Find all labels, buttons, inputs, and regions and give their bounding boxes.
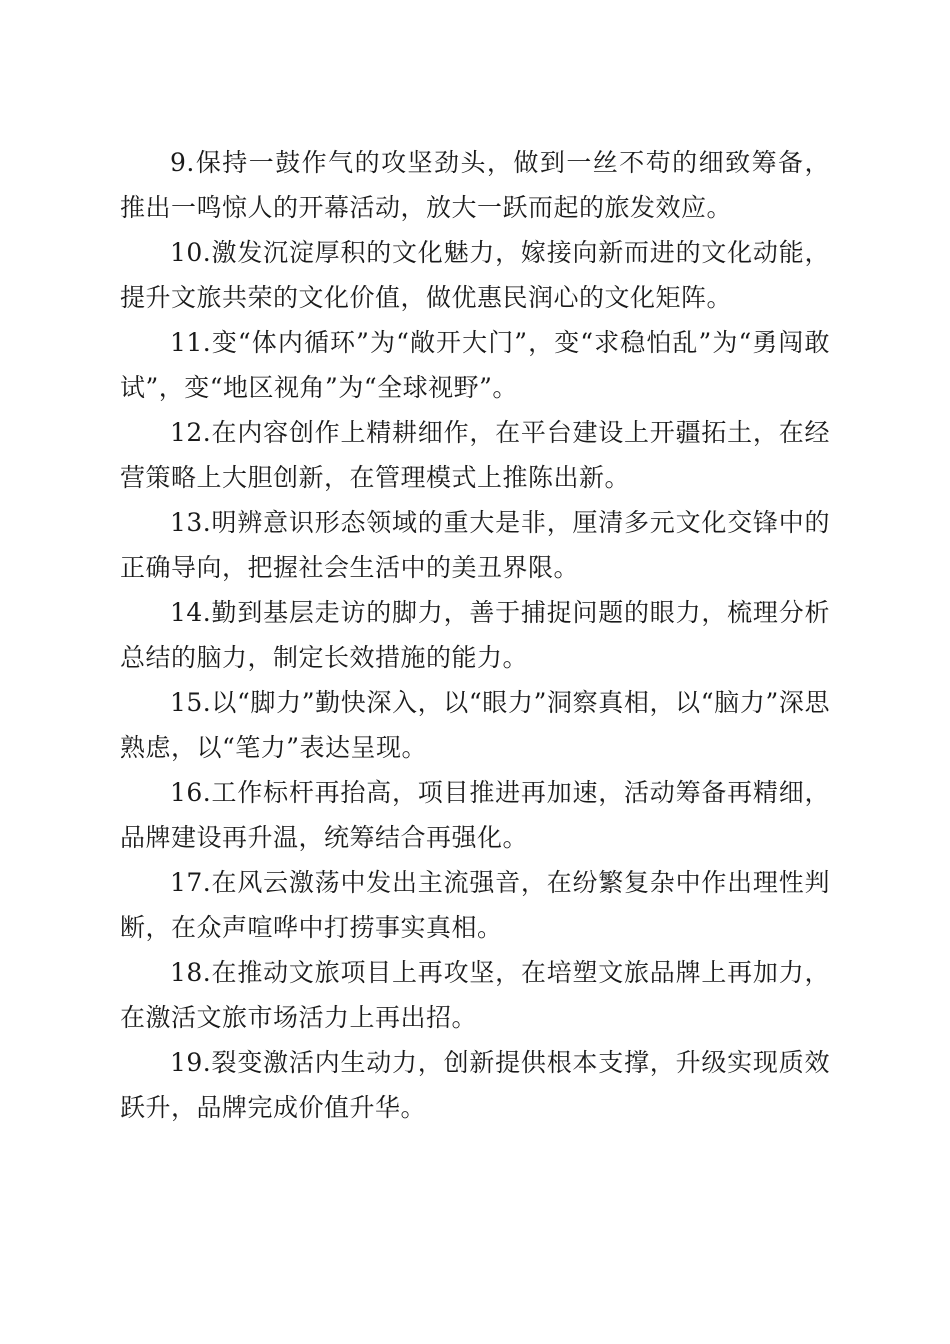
- paragraph-12: 12.在内容创作上精耕细作，在平台建设上开疆拓土，在经营策略上大胆创新，在管理模式上推陈出新。: [120, 418, 830, 492]
- paragraph-15: 15.以“脚力”勤快深入，以“眼力”洞察真相，以“脑力”深思熟虑，以“笔力”表达呈现。: [120, 688, 830, 762]
- paragraph-19: 19.裂变激活内生动力，创新提供根本支撑，升级实现质效跃升，品牌完成价值升华。: [120, 1048, 830, 1122]
- paragraph-17: 17.在风云激荡中发出主流强音，在纷繁复杂中作出理性判断，在众声喧哗中打捞事实真相。: [120, 868, 830, 942]
- paragraph-10: 10.激发沉淀厚积的文化魅力，嫁接向新而进的文化动能，提升文旅共荣的文化价值，做优惠民润心的文化矩阵。: [120, 238, 830, 312]
- paragraph-9: 9.保持一鼓作气的攻坚劲头，做到一丝不苟的细致筹备，推出一鸣惊人的开幕活动，放大一跃而起的旅发效应。: [120, 148, 830, 222]
- paragraph-11: 11.变“体内循环”为“敞开大门”，变“求稳怕乱”为“勇闯敢试”，变“地区视角”为“全球视野”。: [120, 328, 830, 402]
- paragraph-13: 13.明辨意识形态领域的重大是非，厘清多元文化交锋中的正确导向，把握社会生活中的美丑界限。: [120, 508, 830, 582]
- paragraph-16: 16.工作标杆再抬高，项目推进再加速，活动筹备再精细，品牌建设再升温，统筹结合再强化。: [120, 778, 830, 852]
- paragraph-18: 18.在推动文旅项目上再攻坚，在培塑文旅品牌上再加力，在激活文旅市场活力上再出招。: [120, 958, 830, 1032]
- document-body: [120, 140, 830, 1130]
- paragraph-14: 14.勤到基层走访的脚力，善于捕捉问题的眼力，梳理分析总结的脑力，制定长效措施的能力。: [120, 598, 830, 672]
